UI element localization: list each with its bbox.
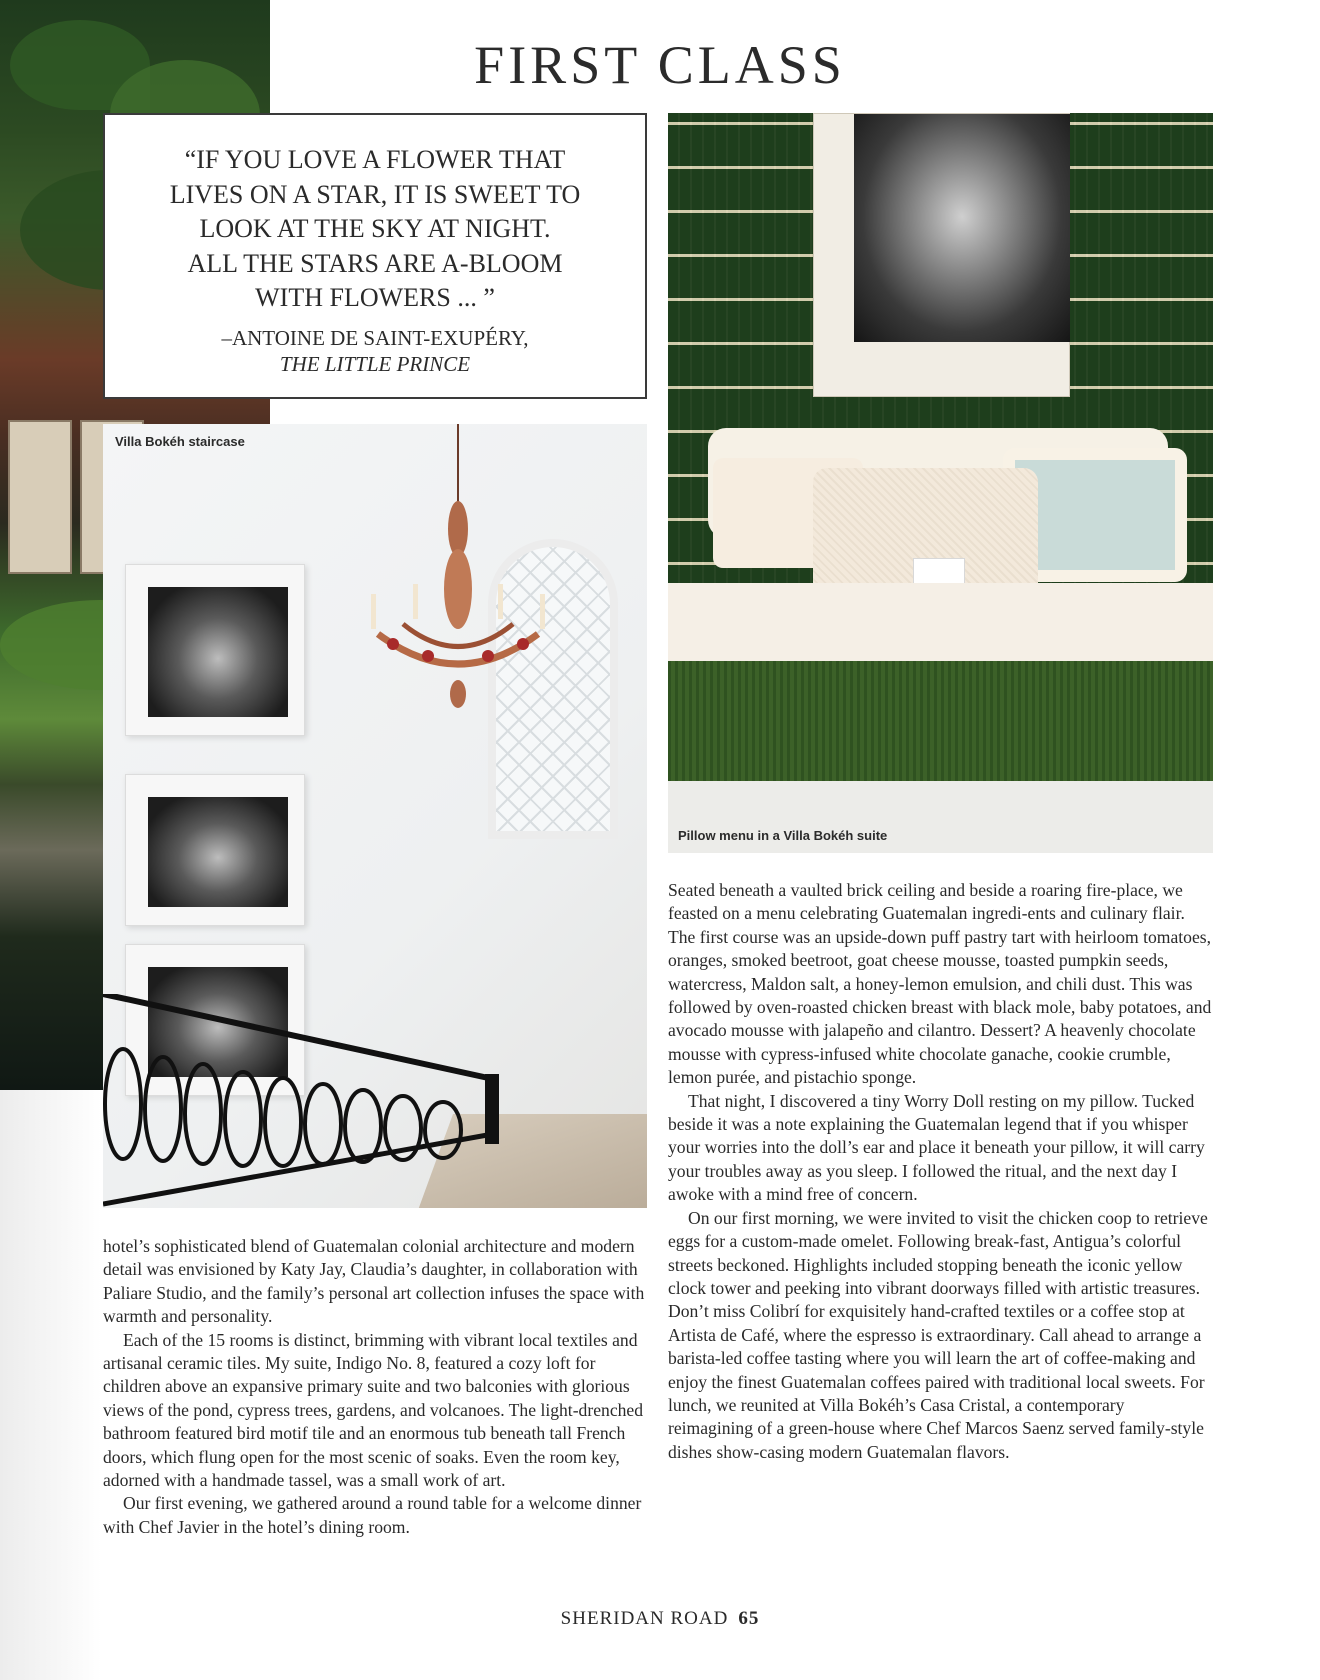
staircase-photo <box>103 424 647 1208</box>
paragraph: Each of the 15 rooms is distinct, brimming with vibrant local textiles and artisanal ceramic tiles. My suite, Indigo No. 8, featured a cozy loft for children above an expansive primary suite and two balconies with glorious views of the pond, cypress trees, gardens, and volcanoes. The light-drenched bathroom featured bird motif tile and an enormous tub beneath tall French doors, which flung open for the most scenic of soaks. Even the room key, adorned with a handmade tassel, was a small work of art. <box>103 1329 644 1491</box>
chandelier-icon <box>358 424 558 714</box>
paragraph: That night, I discovered a tiny Worry Doll resting on my pillow. Tucked beside it was a note explaining the Guatemalan legend that if you whisper your worries into the doll’s ear and place it beneath your pillow, it will carry your troubles away as you sleep. I followed the ritual, and the next day I awoke with a mind free of concern. <box>668 1090 1205 1205</box>
bedroom-photo <box>668 113 1213 853</box>
artwork-frame <box>125 564 305 736</box>
paragraph: hotel’s sophisticated blend of Guatemalan colonial architecture and modern detail was envisioned by Katy Jay, Claudia’s daughter, in collaboration with Paliare Studio, and the family’s personal art collection infuses the space with warmth and personality. <box>103 1236 645 1327</box>
quote-source: THE LITTLE PRINCE <box>279 352 471 376</box>
portrait-frame <box>813 113 1070 397</box>
quote-line: LIVES ON A STAR, IT IS SWEET TO <box>169 179 581 209</box>
article-column-right <box>668 879 1213 1464</box>
page-title: FIRST CLASS <box>474 35 846 95</box>
page-number: 65 <box>738 1608 760 1629</box>
quote-line: WITH FLOWERS ... ” <box>255 283 495 312</box>
bed-throw <box>668 661 1213 781</box>
quote-line: LOOK AT THE SKY AT NIGHT. <box>199 214 551 243</box>
publication-name: SHERIDAN ROAD <box>560 1608 729 1629</box>
portrait-photo <box>854 114 1070 342</box>
photo-caption: Villa Bokéh staircase <box>115 434 245 449</box>
page-gutter-shade <box>0 1090 102 1680</box>
paragraph: Our first evening, we gathered around a round table for a welcome dinner with Chef Javier in the hotel’s dining room. <box>103 1493 642 1537</box>
pull-quote-box <box>103 113 647 399</box>
paragraph: Seated beneath a vaulted brick ceiling and beside a roaring fire-place, we feasted on a menu celebrating Guatemalan ingredi-ents and culinary flair. The first course was an upside-down puff pastry tart with heirloom tomatoes, oranges, smoked beetroot, goat cheese mousse, toasted pumpkin seeds, watercress, Maldon salt, a honey-lemon emulsion, and chili dust. This was followed by oven-roasted chicken breast with black mole, baby potatoes, and avocado mousse with jalapeño and cilantro. Dessert? A heavenly chocolate mousse with cypress-infused white chocolate ganache, cookie crumble, lemon purée, and pistachio sponge. <box>668 880 1212 1088</box>
paragraph: On our first morning, we were invited to visit the chicken coop to retrieve eggs for a custom-made omelet. Following break-fast, Antigua’s colorful streets beckoned. Highlights included stopping beneath the iconic yellow clock tower and peeking into vibrant doorways filled with artistic treasures. Don’t miss Colibrí for exquisitely hand-crafted textiles or a coffee stop at Artista de Café, where the espresso is extraordinary. Call ahead to arrange a barista-led coffee tasting where you will learn the art of coffee-making and enjoy the finest Guatemalan coffees paired with traditional local sweets. For lunch, we reunited at Villa Bokéh’s Casa Cristal, a contemporary reimagining of a green-house where Chef Marcos Saenz served family-style dishes show-casing modern Guatemalan flavors. <box>668 1207 1208 1462</box>
quote-line: “IF YOU LOVE A FLOWER THAT <box>184 145 566 174</box>
pull-quote-text <box>105 143 645 316</box>
page-footer <box>0 1608 1320 1630</box>
iron-railing-icon <box>103 994 523 1208</box>
quote-attribution: –ANTOINE DE SAINT-EXUPÉRY, <box>221 326 529 350</box>
quote-line: ALL THE STARS ARE A-BLOOM <box>187 248 563 278</box>
article-column-left <box>103 1235 651 1539</box>
photo-caption: Pillow menu in a Villa Bokéh suite <box>678 828 888 843</box>
artwork-frame <box>125 774 305 926</box>
